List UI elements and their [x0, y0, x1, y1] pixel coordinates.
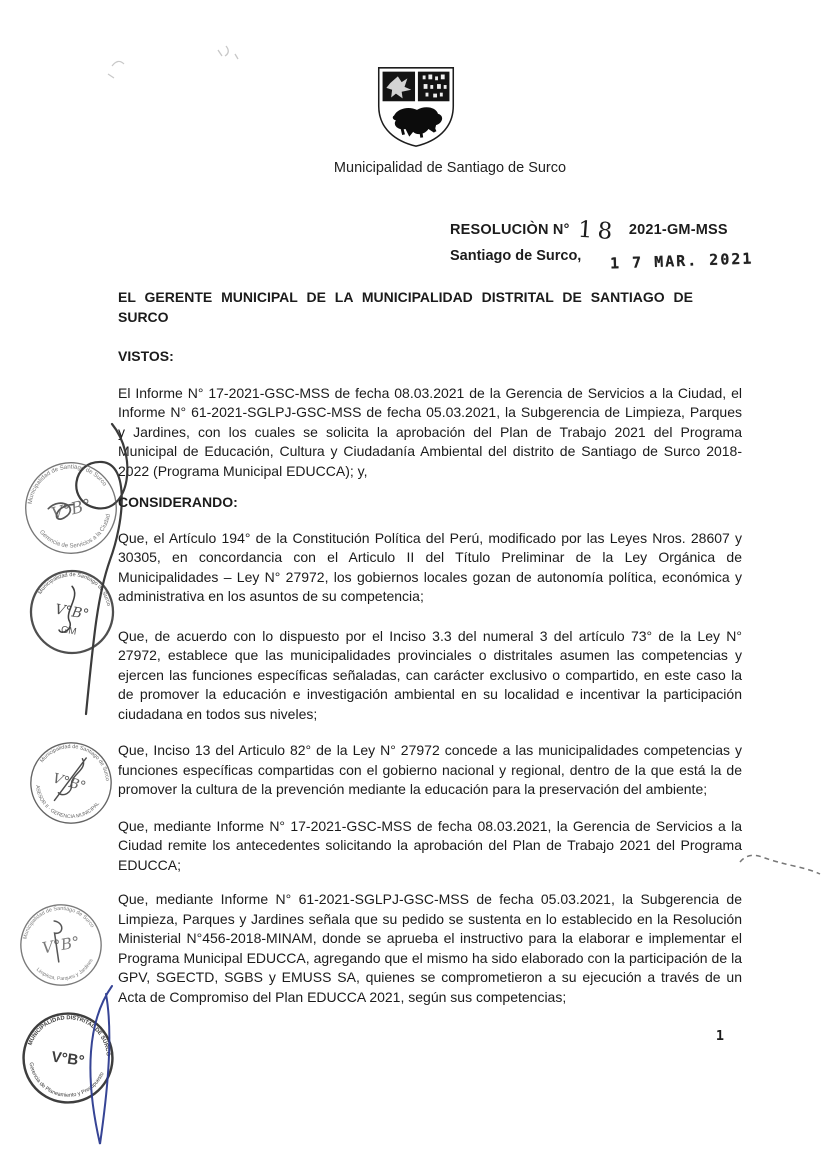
stamp2-gm-label: GM	[60, 624, 78, 638]
resolution-number-handwritten: 18	[576, 216, 618, 246]
document-body	[118, 288, 742, 1007]
blue-pen-signature	[72, 982, 132, 1152]
margin-squiggle	[736, 848, 826, 880]
considerando-paragraph-5: Que, mediante Informe N° 61-2021-SGLPJ-GSC-MSS de fecha 05.03.2021, la Subgerencia de Limpieza, Parques y Jardines señala que su pedido se sustenta en lo establecido en la Resolución Ministerial N°456-2018-MINAM, donde se aprueba el instructivo para la elaborar e implementar el Programa Municipal EDUCCA, agregando que el mismo ha sido elaborado con la participación de la GPV, SGECTD, SGBS y EMUSS SA, quienes se comprometieron a su ejecución a través de un Acta de Compromiso del Plan EDUCCA 2021, según sus competencias;	[118, 891, 742, 1005]
heading	[118, 288, 742, 327]
place-line: Santiago de Surco,	[450, 248, 582, 264]
considerando-paragraph-4: Que, mediante Informe N° 17-2021-GSC-MSS de fecha 08.03.2021, la Gerencia de Servicios a la Ciudad remite los antecedentes solicitando la aprobación del Plan de Trabajo 2021 del Programa EDUCCA;	[118, 817, 742, 873]
stamp1-ring-bottom: Gerencia de Servicios a la Ciudad	[37, 513, 112, 550]
svg-text:Municipalidad de Santiago de S	[39, 735, 118, 782]
svg-text:Gerencia de Servicios a la Ciu	[37, 512, 118, 557]
stamp3-ring-top: Municipalidad de Santiago de Surco	[39, 743, 110, 782]
stamp3-ring-bottom: ASESOR II · GERENCIA MUNICIPAL	[34, 784, 101, 821]
heading-line1: EL GERENTE MUNICIPAL DE LA MUNICIPALIDAD DISTRITAL DE SANTIAGO DE	[118, 289, 693, 305]
resolution-title	[450, 216, 728, 246]
stamp4-ring-bottom: Limpieza, Parques y Jardines	[34, 957, 95, 983]
date-stamp: 1 7 MAR. 2021	[609, 249, 754, 273]
considerando-label: CONSIDERANDO:	[118, 494, 238, 510]
round-stamp-vb-gm	[16, 556, 127, 667]
considerando-paragraph-3: Que, Inciso 13 del Articulo 82° de la Ley N° 27972 concede a las municipalidades competencias y funciones específicas compartidas con el gobierno nacional y regional, dentro de la que está la de promover la cultura de la prevención mediante la educación para la preservación del ambiente;	[118, 742, 742, 797]
vistos-label: VISTOS:	[118, 348, 174, 364]
vistos-paragraph: El Informe N° 17-2021-GSC-MSS de fecha 08.03.2021 de la Gerencia de Servicios a la Ciudad, el Informe N° 61-2021-SGLPJ-GSC-MSS de fecha 05.03.2021, la Subgerencia de Limpieza, Parques y Jardines, con los cuales se solicita la aprobación del Plan de Trabajo 2021 del Programa Municipal de Educación, Cultura y Ciudadanía Ambiental del distrito de Santiago de Surco 2018-2022 (Programa Municipal EDUCCA); y,	[118, 384, 742, 479]
round-stamp-vb-asesor	[13, 725, 129, 841]
considerando-paragraph-2: Que, de acuerdo con lo dispuesto por el Inciso 3.3 del numeral 3 del artículo 73° de la Ley N° 27972, establece que las municipalidades provinciales o distritales asumen las competencias y ejercen las funciones específicas señaladas, can carácter exclusivo o compartido, en este caso la de promover la educación e investigación ambiental en su localidad e incentivar la participación ciudadana en todos sus niveles;	[118, 627, 742, 722]
stamp5-ring-top: MUNICIPALIDAD DISTRITAL DE SURCO	[27, 1015, 111, 1057]
stamp5-ring-bottom: Gerencia de Planeamiento y Presupuesto	[27, 1061, 106, 1099]
stamp1-ring-top: Municipalidad de Santiago de Surco	[27, 464, 108, 505]
municipal-coat-of-arms-logo	[373, 64, 459, 150]
stamp4-ring-top: Municipalidad de Santiago de Surco	[22, 905, 95, 940]
page-number: 1	[715, 1028, 725, 1044]
resolution-label: RESOLUCIÒN N°	[450, 222, 570, 238]
stamp4-vb: V°B°	[40, 932, 82, 958]
org-name: Municipalidad de Santiago de Surco	[333, 160, 567, 176]
stamp2-vb: V°B°	[53, 601, 91, 624]
stamp3-vb: V°B°	[50, 770, 88, 796]
stamp5-vb: V°B°	[50, 1048, 86, 1070]
considerando-paragraph-1: Que, el Artículo 194° de la Constitución Política del Perú, modificado por las Leyes Nros. 28607 y 30305, en concordancia con el Articulo II del Título Preliminar de la Ley Orgánica de Municipalidades – Ley N° 27972, los gobiernos locales gozan de autonomía política, económica y administrativa en los asuntos de su competencia;	[118, 529, 742, 604]
resolution-suffix: 2021-GM-MSS	[628, 222, 728, 238]
stamp2-ring-top: Municipalidad de Santiago de Surco	[37, 572, 112, 607]
pencil-marks	[90, 28, 270, 98]
stamp1-vb: V°B°	[49, 495, 94, 524]
heading-line2: SURCO	[118, 308, 169, 325]
